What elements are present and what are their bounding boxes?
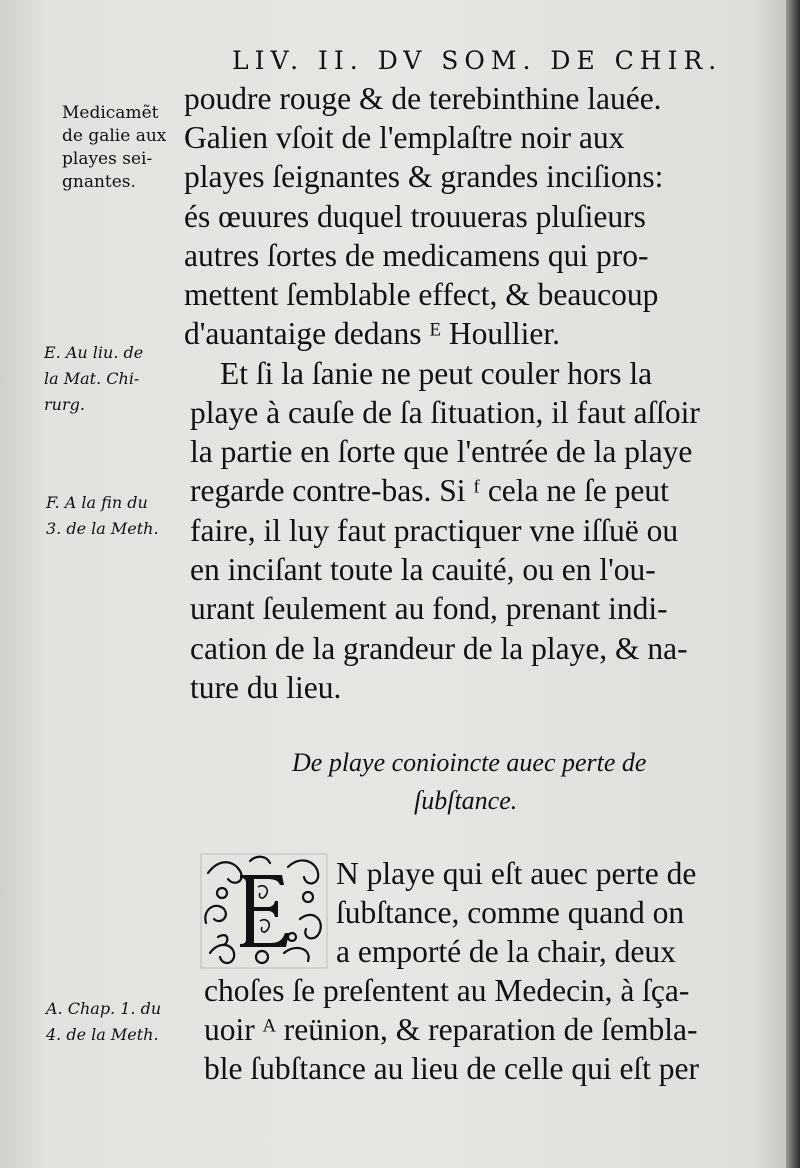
text-line: ble ſubſtance au lieu de celle qui eſt per — [204, 1051, 700, 1086]
text-line: ture du lieu. — [190, 670, 342, 705]
text-line: faire, il luy faut practiquer vne iſſuë ou — [190, 513, 679, 548]
text-line: playe à cauſe de ſa ſituation, il faut aſſoir — [190, 395, 700, 430]
margin-note-line: playes sei- — [62, 149, 153, 169]
text-line: choſes ſe preſentent au Medecin, à ſça- — [204, 973, 690, 1008]
text-line: playes ſeignantes & grandes inciſions: — [184, 159, 664, 194]
text-line: d'auantaige dedans ᴱ Houllier. — [184, 316, 560, 351]
margin-note-line: A. Chap. 1. du — [46, 999, 162, 1018]
margin-note-line: Medicamẽt — [62, 103, 159, 123]
text-line: cation de la grandeur de la playe, & na- — [190, 631, 688, 666]
margin-note-line: la Mat. Chi- — [44, 369, 140, 388]
text-line: urant ſeulement au fond, prenant indi- — [190, 591, 668, 626]
decorated-initial — [200, 853, 328, 969]
text-line: Galien vſoit de l'emplaſtre noir aux — [184, 120, 625, 155]
margin-note-line: F. A la fin du — [46, 493, 148, 512]
margin-note-f — [46, 490, 159, 542]
margin-note-line: gnantes. — [62, 172, 136, 192]
margin-note-e — [44, 340, 143, 418]
margin-note-line: 4. de la Meth. — [46, 1025, 159, 1044]
text-line: mettent ſemblable effect, & beaucoup — [184, 277, 659, 312]
text-line: la partie en ſorte que l'entrée de la playe — [190, 434, 693, 469]
margin-note-line: 3. de la Meth. — [46, 519, 159, 538]
text-line: poudre rouge & de terebinthine lauée. — [184, 81, 662, 116]
text-line: Et ſi la ſanie ne peut couler hors la — [220, 356, 653, 391]
running-header: LIV. II. DV SOM. DE CHIR. — [232, 46, 723, 75]
text-line: N playe qui eſt auec perte de — [336, 856, 697, 891]
text-line: autres ſortes de medicamens qui pro- — [184, 238, 649, 273]
margin-note-line: E. Au liu. de — [44, 343, 144, 362]
page-edge-shadow — [786, 0, 800, 1168]
margin-note-line: de galie aux — [62, 126, 167, 146]
section-title-line: ſubſtance. — [414, 786, 518, 815]
text-line: regarde contre-bas. Si ᶠ cela ne ſe peut — [190, 473, 669, 508]
text-line: ſubſtance, comme quand on — [336, 895, 685, 930]
section-title-line: De playe conioincte auec perte de — [292, 748, 647, 777]
margin-note-line: rurg. — [44, 395, 85, 414]
text-line: és œuures duquel trouueras pluſieurs — [184, 199, 646, 234]
margin-note-a — [46, 996, 161, 1048]
margin-note-medicament — [62, 102, 166, 194]
text-line: a emporté de la chair, deux — [336, 934, 676, 969]
text-line: uoir ᴬ reünion, & reparation de ſembla- — [204, 1012, 698, 1047]
text-line: en inciſant toute la cauité, ou en l'ou- — [190, 552, 656, 587]
ornament-icon — [200, 853, 328, 969]
